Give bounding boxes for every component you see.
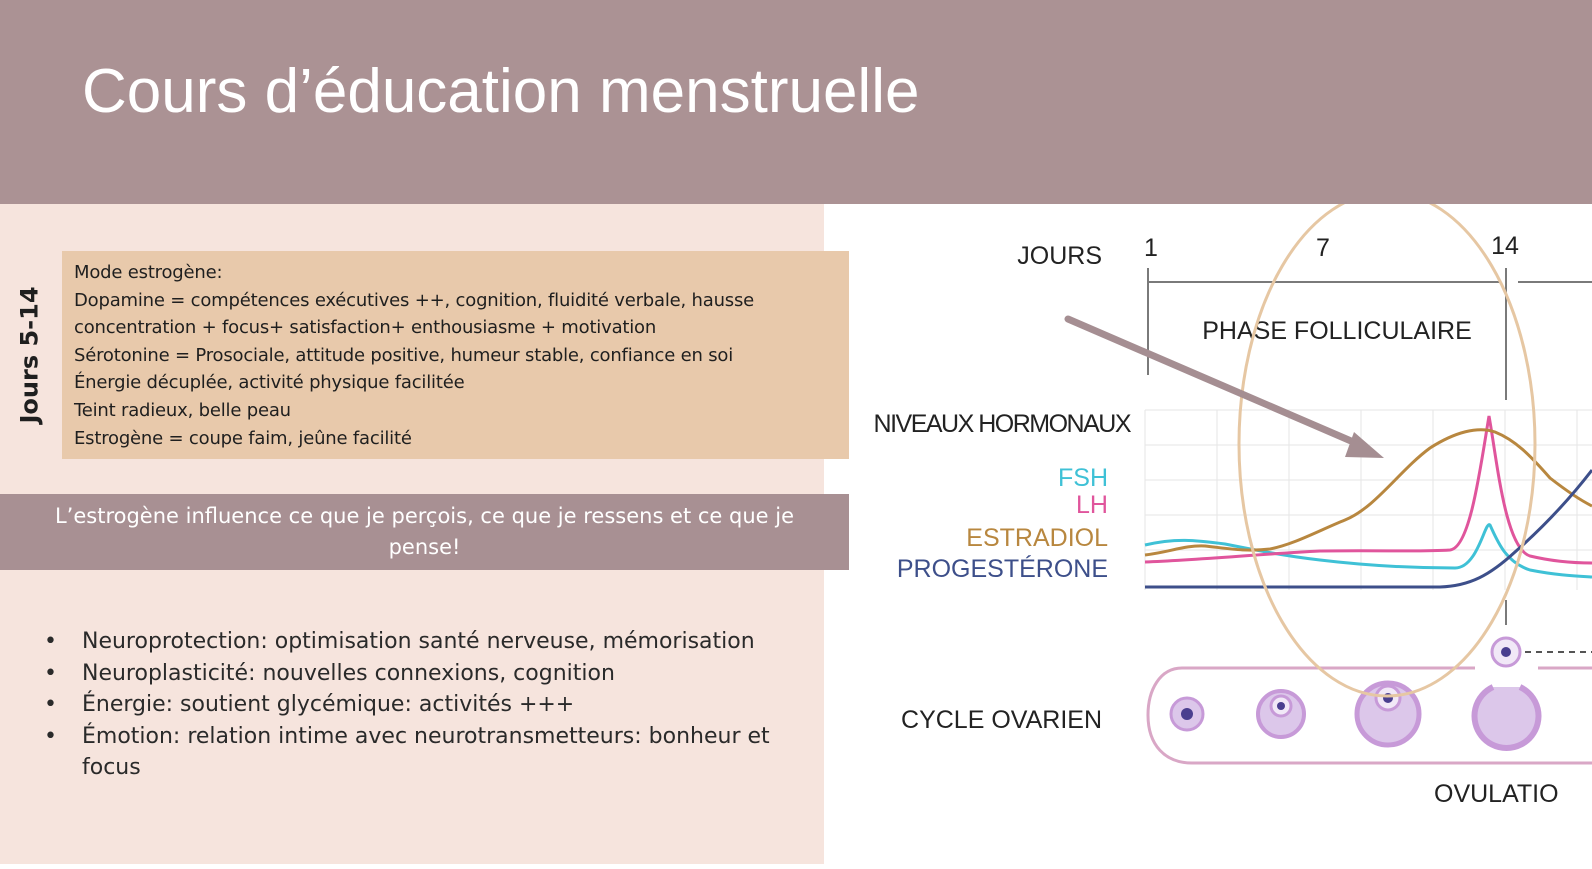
follicle-stage-1 <box>1171 698 1203 730</box>
day-tick-label: 14 <box>1491 232 1519 260</box>
legend-fsh: FSH <box>1058 464 1108 492</box>
list-item <box>44 721 804 784</box>
phase-label: PHASE FOLLICULAIRE <box>1202 317 1472 345</box>
days-label: JOURS <box>1017 242 1102 270</box>
cycle-diagram-svg <box>824 204 1592 864</box>
bullet-marker: • <box>44 629 57 654</box>
estrogen-line: Estrogène = coupe faim, jeûne facilité <box>74 427 412 449</box>
bullet-marker: • <box>44 723 57 749</box>
hormone-grid <box>1145 410 1592 590</box>
list-item <box>44 658 804 690</box>
menstrual-cycle-diagram <box>824 204 1592 864</box>
list-item-text: Énergie: soutient glycémique: activités +++ <box>82 692 575 717</box>
estrogen-line: Dopamine = compétences exécutives ++, cognition, fluidité verbale, hausse <box>74 289 755 311</box>
estrogen-mode-box <box>62 251 849 459</box>
list-item <box>44 689 804 721</box>
list-item-text: Neuroplasticité: nouvelles connexions, cognition <box>82 660 615 686</box>
list-item-text: Émotion: relation intime avec neurotransmetteurs: bonheur et focus <box>82 723 770 780</box>
estrogen-line: Énergie décuplée, activité physique facilitée <box>74 372 465 394</box>
estrogen-line: concentration + focus+ satisfaction+ enthousiasme + motivation <box>74 317 657 339</box>
follicle-stage-2 <box>1258 691 1304 737</box>
bullet-list <box>44 626 804 784</box>
estrogen-line: Teint radieux, belle peau <box>74 399 291 421</box>
day-tick-label: 1 <box>1144 234 1158 262</box>
estrogen-banner-text: L’estrogène influence ce que je perçois, ce que je ressens et ce que je pense! <box>54 504 795 559</box>
estrogen-line: Mode estrogène: <box>74 262 223 283</box>
bullet-marker: • <box>44 692 57 717</box>
bullet-marker: • <box>44 660 57 686</box>
estrogen-banner <box>0 494 849 570</box>
days-vertical-label-text: Jours 5-14 <box>16 286 45 424</box>
follicle-stage-ovulating <box>1475 638 1539 748</box>
legend-progesterone: PROGESTÉRONE <box>896 555 1108 583</box>
list-item <box>44 626 804 658</box>
highlight-ellipse <box>1239 204 1535 696</box>
days-vertical-label <box>10 286 50 424</box>
ovarian-cycle-label: CYCLE OVARIEN <box>901 706 1102 734</box>
estrogen-line: Sérotonine = Prosociale, attitude positive, humeur stable, confiance en soi <box>74 344 734 366</box>
slide-header <box>0 0 1592 204</box>
hormone-levels-label: NIVEAUX HORMONAUX <box>873 410 1130 438</box>
ovulation-label: OVULATIO <box>1434 780 1559 808</box>
slide-title: Cours d’éducation menstruelle <box>82 57 920 126</box>
legend-lh: LH <box>1076 491 1108 519</box>
legend-estradiol: ESTRADIOL <box>966 524 1108 552</box>
list-item-text: Neuroprotection: optimisation santé nerveuse, mémorisation <box>82 629 755 654</box>
day-tick-label: 7 <box>1316 234 1330 262</box>
